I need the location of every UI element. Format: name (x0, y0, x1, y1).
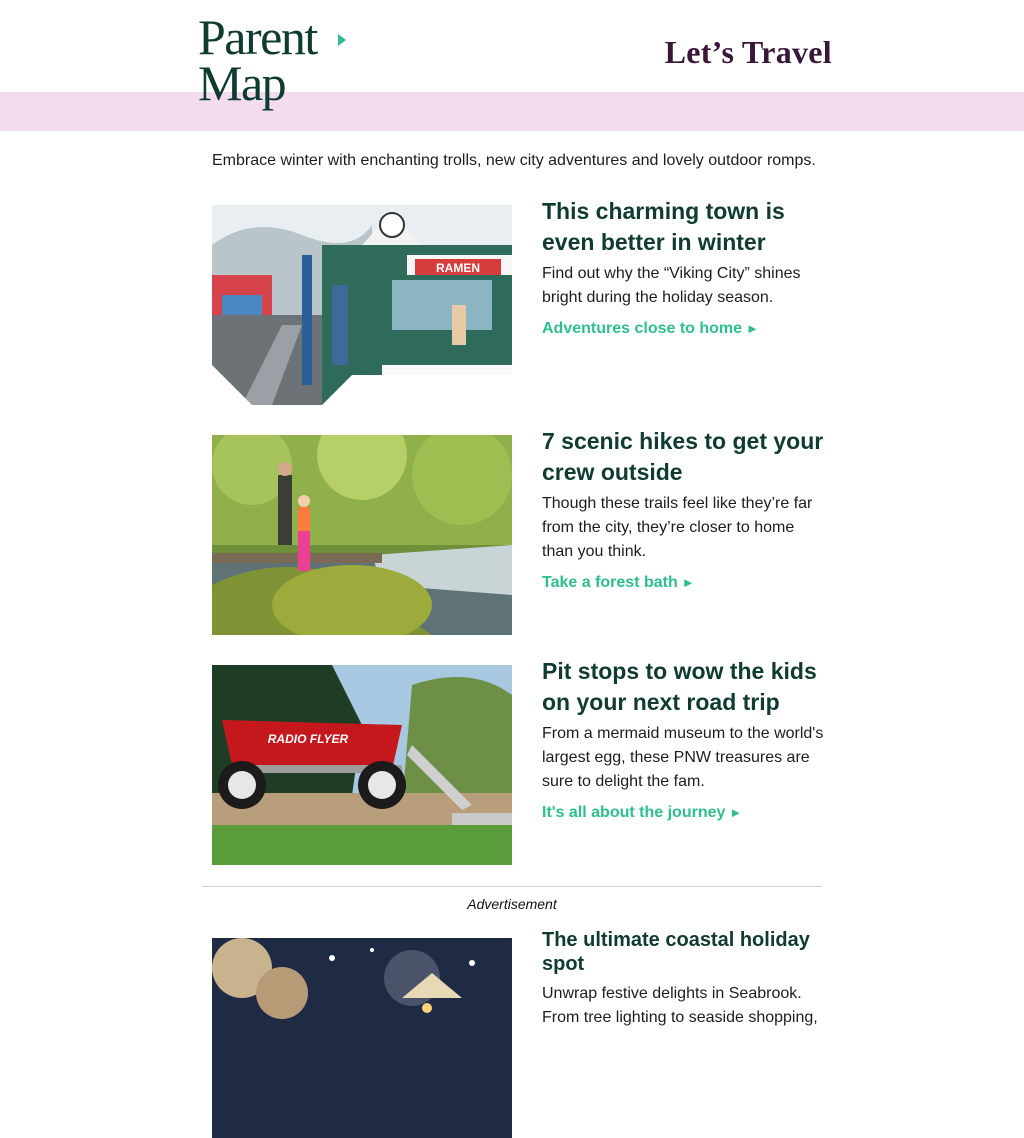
radio-flyer-sign: RADIO FLYER (267, 732, 349, 746)
play-arrow-icon: ► (681, 575, 695, 590)
article-headline[interactable]: This charming town is even better in winter (542, 198, 785, 255)
advertisement-label: Advertisement (467, 896, 557, 912)
winter-town-illustration (212, 205, 512, 405)
forest-hike-illustration (212, 435, 512, 635)
article-headline[interactable]: Pit stops to wow the kids on your next road trip (542, 658, 817, 715)
article-image-town[interactable] (212, 205, 512, 405)
header (0, 0, 1024, 92)
header-band (0, 92, 1024, 131)
ad-divider (202, 886, 822, 887)
ramen-sign: RAMEN (436, 261, 480, 275)
article-image-wagon[interactable] (212, 665, 512, 865)
article-image-hike[interactable] (212, 435, 512, 635)
ad-headline[interactable]: The ultimate coastal holiday spot (542, 929, 810, 975)
play-arrow-icon: ► (746, 321, 759, 336)
holiday-lights-illustration (212, 938, 512, 1138)
play-arrow-icon: ► (729, 805, 743, 820)
article-description: Find out why the “Viking City” shines bright during the holiday season. (542, 265, 801, 306)
cta-label: Adventures close to home (542, 320, 743, 337)
ad-image[interactable] (212, 938, 512, 1138)
article-cta-link[interactable] (542, 320, 759, 338)
intro-text: Embrace winter with enchanting trolls, new city adventures and lovely outdoor romps. (212, 152, 816, 169)
article-cta-link[interactable] (542, 574, 695, 592)
article-description: From a mermaid museum to the world's largest egg, these PNW treasures are sure to delight the fam. (542, 725, 824, 790)
article-headline[interactable]: 7 scenic hikes to get your crew outside (542, 428, 824, 485)
section-title: Let’s Travel (664, 34, 832, 70)
parentmap-logo[interactable] (198, 9, 358, 122)
cta-label: It's all about the journey (542, 804, 726, 821)
article-description: Though these trails feel like they’re far from the city, they’re closer to home than you think. (542, 495, 813, 560)
article-cta-link[interactable] (542, 804, 742, 822)
ad-description: Unwrap festive delights in Seabrook. From tree lighting to seaside shopping, (542, 985, 818, 1026)
logo-arrow-icon (338, 34, 346, 46)
cta-label: Take a forest bath (542, 574, 678, 591)
giant-wagon-illustration (212, 665, 512, 865)
logo-line-1: Parent (198, 9, 317, 65)
logo-line-2: Map (198, 55, 286, 111)
